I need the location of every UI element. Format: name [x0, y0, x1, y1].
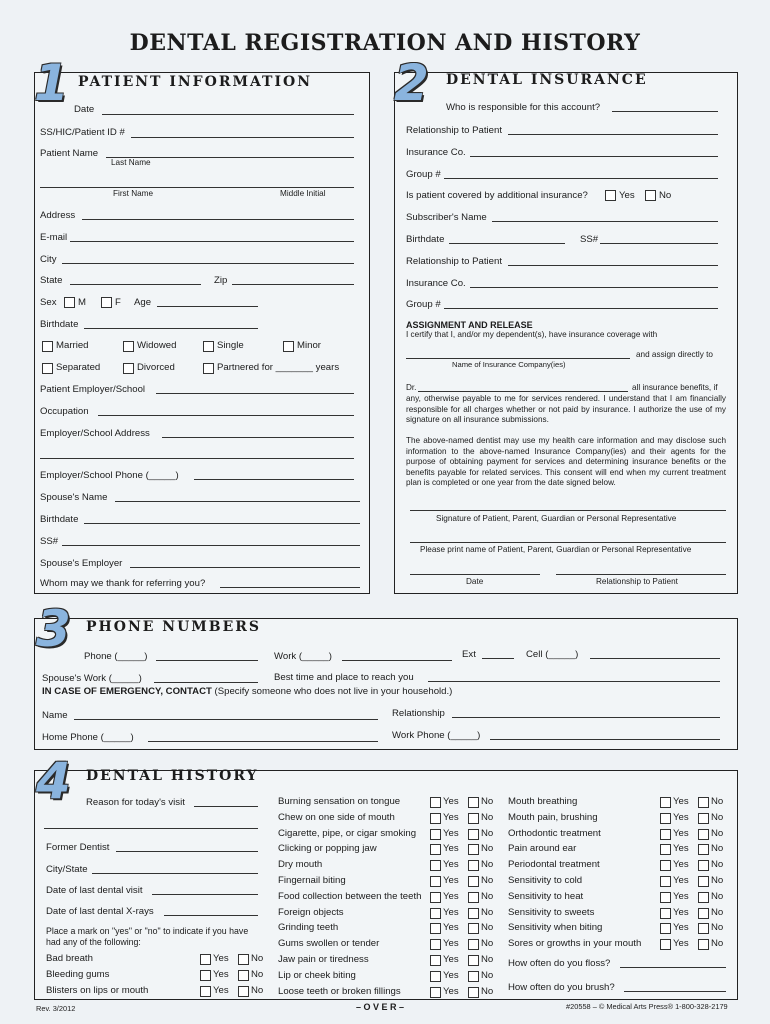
floss-field[interactable] — [620, 967, 726, 968]
history-no-label: No — [711, 796, 724, 807]
history-no-checkbox[interactable] — [468, 939, 479, 950]
city-state-field[interactable] — [92, 873, 258, 874]
history-yes-label: Yes — [673, 906, 689, 918]
history-no-checkbox[interactable] — [698, 797, 709, 808]
best-time-label: Best time and place to reach you — [274, 672, 414, 683]
insurance-co-field[interactable] — [470, 156, 718, 157]
ins-ss-label: SS# — [580, 234, 599, 245]
history-no-label: No — [711, 906, 724, 918]
history-yes-label: Yes — [443, 906, 459, 918]
history-yes-label: Yes — [443, 969, 459, 981]
section-1-title: PATIENT INFORMATION — [78, 74, 312, 90]
birthdate-field[interactable] — [84, 328, 258, 329]
responsible-field[interactable] — [612, 111, 718, 112]
section-3-title: PHONE NUMBERS — [86, 619, 262, 635]
work-field[interactable] — [342, 660, 452, 661]
history-yes-label: Yes — [673, 938, 689, 950]
state-label: State — [40, 275, 63, 286]
history-item-label: Fingernail biting — [278, 875, 346, 886]
history-yes-checkbox[interactable] — [660, 892, 671, 903]
spouse-work-label: Spouse's Work (_____) — [42, 673, 142, 684]
ins-relationship-caption: Relationship to Patient — [596, 577, 678, 586]
emergency-relationship-field[interactable] — [452, 717, 720, 718]
responsible-label: Who is responsible for this account? — [446, 102, 601, 113]
history-yes-checkbox[interactable] — [660, 939, 671, 950]
ins-date-field[interactable] — [410, 574, 540, 575]
best-time-field[interactable] — [428, 681, 720, 682]
single-checkbox[interactable] — [203, 341, 214, 352]
employer-phone-field[interactable] — [194, 479, 354, 480]
occupation-label: Occupation — [40, 406, 89, 417]
history-item-label: Sensitivity to cold — [508, 875, 583, 886]
history-no-checkbox[interactable] — [238, 954, 249, 965]
separated-label: Separated — [56, 362, 101, 373]
history-yes-checkbox[interactable] — [660, 829, 671, 840]
insurance-company-field[interactable] — [406, 358, 630, 359]
history-yes-label: Yes — [673, 843, 689, 855]
history-item-label: Lip or cheek biting — [278, 969, 356, 981]
history-yes-label: Yes — [443, 859, 459, 871]
signature-field[interactable] — [410, 510, 726, 511]
history-no-label: No — [481, 859, 494, 871]
history-yes-checkbox[interactable] — [430, 813, 441, 824]
patient-name-label: Patient Name — [40, 148, 99, 159]
name-of-insurance-caption: Name of Insurance Company(ies) — [452, 360, 566, 369]
history-yes-label: Yes — [673, 859, 689, 871]
history-no-checkbox[interactable] — [698, 923, 709, 934]
history-no-label: No — [481, 827, 494, 839]
last-xrays-field[interactable] — [164, 915, 258, 916]
age-field[interactable] — [157, 306, 258, 307]
history-item-label: Bleeding gums — [46, 968, 110, 980]
section-3-number: 3 — [36, 600, 71, 658]
history-yes-checkbox[interactable] — [430, 908, 441, 919]
spouse-employer-field[interactable] — [130, 567, 360, 568]
history-yes-label: Yes — [673, 922, 689, 934]
history-no-label: No — [711, 859, 724, 871]
history-no-checkbox[interactable] — [468, 813, 479, 824]
instruction-text: Place a mark on "yes" or "no" to indicate if you have had any of the following: — [46, 926, 249, 947]
history-item-label: Sensitivity when biting — [508, 922, 603, 934]
history-no-label: No — [481, 922, 494, 934]
group-label: Group # — [406, 169, 441, 180]
date-label: Date — [74, 104, 95, 115]
history-item-label: Cigarette, pipe, or cigar smoking — [278, 827, 417, 839]
history-no-label: No — [251, 984, 264, 996]
sex-label: Sex — [40, 297, 57, 308]
employer-address-field-2[interactable] — [40, 458, 354, 459]
history-no-label: No — [711, 938, 724, 950]
home-phone-label: Home Phone (_____) — [42, 732, 134, 743]
history-yes-checkbox[interactable] — [430, 860, 441, 871]
history-no-checkbox[interactable] — [468, 923, 479, 934]
history-yes-label: Yes — [443, 796, 459, 807]
history-yes-label: Yes — [443, 890, 459, 902]
history-no-checkbox[interactable] — [698, 829, 709, 840]
publisher-text: #20558 – © Medical Arts Press® 1-800-328-2179 — [566, 1002, 728, 1011]
additional-yes-checkbox[interactable] — [605, 190, 616, 201]
birthdate-2-field[interactable] — [84, 523, 360, 524]
ins-ss-field[interactable] — [600, 243, 718, 244]
history-yes-label: Yes — [213, 968, 229, 980]
divorced-label: Divorced — [137, 362, 175, 373]
history-yes-checkbox[interactable] — [200, 986, 211, 997]
spouse-work-field[interactable] — [154, 682, 258, 683]
history-yes-checkbox[interactable] — [430, 987, 441, 998]
history-yes-checkbox[interactable] — [430, 844, 441, 855]
referral-label: Whom may we thank for referring you? — [40, 578, 206, 589]
history-item-label: Mouth breathing — [508, 796, 578, 807]
assignment-title: ASSIGNMENT AND RELEASE — [406, 320, 533, 330]
history-no-label: No — [481, 796, 494, 807]
financial-responsibility-text: any, otherwise payable to me for services rendered. I understand that I am financially responsible for all charges whether or not paid by insurance. I authorize the use of my signature on all insurance submissions. — [406, 394, 726, 425]
history-no-label: No — [481, 843, 494, 855]
age-label: Age — [134, 297, 152, 308]
emergency-name-label: Name — [42, 710, 68, 721]
sex-f-checkbox[interactable] — [101, 297, 112, 308]
last-name-caption: Last Name — [111, 158, 151, 167]
employer-field[interactable] — [156, 393, 354, 394]
additional-yes-label: Yes — [619, 190, 635, 201]
history-yes-label: Yes — [213, 984, 229, 996]
ss-label: SS# — [40, 536, 59, 547]
history-no-checkbox[interactable] — [238, 986, 249, 997]
history-yes-label: Yes — [673, 890, 689, 902]
history-yes-label: Yes — [673, 827, 689, 839]
separated-checkbox[interactable] — [42, 363, 53, 374]
history-no-label: No — [481, 906, 494, 918]
section-2-title: DENTAL INSURANCE — [446, 72, 648, 88]
reason-field[interactable] — [194, 806, 258, 807]
sex-m-label: M — [78, 297, 86, 308]
history-yes-checkbox[interactable] — [430, 939, 441, 950]
dr-field[interactable] — [418, 391, 628, 392]
history-no-checkbox[interactable] — [468, 829, 479, 840]
history-yes-checkbox[interactable] — [430, 829, 441, 840]
phone-field[interactable] — [156, 660, 258, 661]
history-no-label: No — [711, 827, 724, 839]
email-label: E-mail — [40, 232, 68, 243]
middle-initial-caption: Middle Initial — [280, 189, 326, 198]
history-no-checkbox[interactable] — [698, 876, 709, 887]
history-item-label: Grinding teeth — [278, 922, 339, 934]
signature-caption: Signature of Patient, Parent, Guardian or Personal Representative — [436, 514, 677, 523]
history-item-label: Loose teeth or broken fillings — [278, 985, 401, 997]
history-no-label: No — [711, 922, 724, 934]
birthdate-2-label: Birthdate — [40, 514, 79, 525]
occupation-field[interactable] — [98, 415, 354, 416]
single-label: Single — [217, 340, 244, 351]
married-label: Married — [56, 340, 89, 351]
emergency-relationship-label: Relationship — [392, 708, 445, 719]
address-field[interactable] — [82, 219, 354, 220]
last-xrays-label: Date of last dental X-rays — [46, 906, 154, 917]
city-field[interactable] — [62, 263, 354, 264]
reason-field-2[interactable] — [44, 828, 258, 829]
ins-birthdate-field[interactable] — [449, 243, 565, 244]
partnered-label: Partnered for _______ years — [217, 362, 340, 373]
history-yes-label: Yes — [673, 796, 689, 807]
spouse-employer-label: Spouse's Employer — [40, 558, 123, 569]
first-name-caption: First Name — [113, 189, 154, 198]
former-dentist-label: Former Dentist — [46, 842, 110, 853]
history-no-checkbox[interactable] — [698, 844, 709, 855]
history-yes-label: Yes — [443, 875, 459, 886]
history-item-label: Blisters on lips or mouth — [46, 984, 149, 996]
date-field[interactable] — [102, 114, 354, 115]
insurance-co-2-field[interactable] — [470, 287, 718, 288]
birthdate-label: Birthdate — [40, 319, 79, 330]
history-yes-label: Yes — [443, 827, 459, 839]
over-text: – O V E R – — [356, 1002, 405, 1012]
history-item-label: Orthodontic treatment — [508, 827, 601, 839]
section-4-title: DENTAL HISTORY — [86, 768, 259, 784]
insurance-co-label: Insurance Co. — [406, 147, 466, 158]
ssid-label: SS/HIC/Patient ID # — [40, 127, 125, 138]
history-yes-checkbox[interactable] — [660, 844, 671, 855]
dr-label: Dr. — [406, 383, 417, 392]
history-no-checkbox[interactable] — [698, 908, 709, 919]
history-no-checkbox[interactable] — [468, 892, 479, 903]
work-label: Work (_____) — [274, 651, 332, 662]
history-yes-checkbox[interactable] — [200, 970, 211, 981]
brush-field[interactable] — [624, 991, 726, 992]
cell-field[interactable] — [590, 658, 720, 659]
history-yes-checkbox[interactable] — [660, 797, 671, 808]
history-yes-label: Yes — [443, 954, 459, 965]
floss-label: How often do you floss? — [508, 958, 611, 969]
additional-no-checkbox[interactable] — [645, 190, 656, 201]
work-phone-field[interactable] — [490, 739, 720, 740]
history-no-checkbox[interactable] — [468, 876, 479, 887]
history-yes-checkbox[interactable] — [430, 797, 441, 808]
email-field[interactable] — [70, 241, 354, 242]
history-yes-checkbox[interactable] — [660, 813, 671, 824]
address-label: Address — [40, 210, 76, 221]
ins-date-caption: Date — [466, 577, 484, 586]
history-no-label: No — [481, 969, 494, 981]
section-2-number: 2 — [394, 54, 429, 112]
history-no-label: No — [481, 985, 494, 997]
history-yes-label: Yes — [673, 811, 689, 823]
all-benefits-text: all insurance benefits, if — [632, 383, 718, 392]
history-item-label: Bad breath — [46, 953, 93, 964]
reason-label: Reason for today's visit — [86, 797, 185, 808]
history-no-label: No — [481, 875, 494, 886]
home-phone-field[interactable] — [148, 741, 378, 742]
revision-text: Rev. 3/2012 — [36, 1004, 76, 1013]
history-no-checkbox[interactable] — [698, 892, 709, 903]
section-4-number: 4 — [36, 752, 71, 810]
history-yes-checkbox[interactable] — [200, 954, 211, 965]
minor-checkbox[interactable] — [283, 341, 294, 352]
history-no-label: No — [251, 968, 264, 980]
former-dentist-field[interactable] — [116, 851, 258, 852]
ss-field[interactable] — [62, 545, 360, 546]
history-no-checkbox[interactable] — [468, 971, 479, 982]
history-yes-checkbox[interactable] — [430, 971, 441, 982]
history-yes-checkbox[interactable] — [660, 876, 671, 887]
history-no-label: No — [481, 938, 494, 950]
spouse-name-label: Spouse's Name — [40, 492, 108, 503]
married-checkbox[interactable] — [42, 341, 53, 352]
ins-birthdate-label: Birthdate — [406, 234, 445, 245]
widowed-checkbox[interactable] — [123, 341, 134, 352]
history-item-label: Food collection between the teeth — [278, 890, 422, 902]
history-no-label: No — [481, 811, 494, 823]
print-name-field[interactable] — [410, 542, 726, 543]
history-item-label: Periodontal treatment — [508, 859, 600, 871]
cell-label: Cell (_____) — [526, 649, 579, 660]
history-item-label: Clicking or popping jaw — [278, 843, 377, 855]
city-state-label: City/State — [46, 864, 88, 875]
history-no-label: No — [251, 953, 264, 964]
relationship-field[interactable] — [508, 134, 718, 135]
history-yes-label: Yes — [443, 985, 459, 997]
history-no-checkbox[interactable] — [468, 844, 479, 855]
history-yes-label: Yes — [443, 811, 459, 823]
first-name-field[interactable] — [40, 187, 354, 188]
history-yes-label: Yes — [673, 875, 689, 886]
referral-field[interactable] — [220, 587, 360, 588]
partnered-checkbox[interactable] — [203, 363, 214, 374]
assign-directly-text: and assign directly to — [636, 350, 713, 359]
history-no-checkbox[interactable] — [468, 987, 479, 998]
widowed-label: Widowed — [137, 340, 177, 351]
history-yes-checkbox[interactable] — [660, 908, 671, 919]
history-yes-label: Yes — [443, 938, 459, 950]
history-yes-label: Yes — [443, 922, 459, 934]
relationship-2-field[interactable] — [508, 265, 718, 266]
zip-label: Zip — [214, 275, 228, 286]
ext-label: Ext — [462, 649, 476, 660]
history-no-checkbox[interactable] — [468, 860, 479, 871]
relationship-label: Relationship to Patient — [406, 125, 502, 136]
history-no-label: No — [711, 875, 724, 886]
brush-label: How often do you brush? — [508, 982, 615, 993]
sex-f-label: F — [115, 297, 121, 308]
work-phone-label: Work Phone (_____) — [392, 730, 481, 741]
history-yes-label: Yes — [213, 953, 229, 964]
ins-relationship-field[interactable] — [556, 574, 726, 575]
history-yes-checkbox[interactable] — [660, 923, 671, 934]
history-no-checkbox[interactable] — [238, 970, 249, 981]
history-no-checkbox[interactable] — [468, 908, 479, 919]
print-name-caption: Please print name of Patient, Parent, Guardian or Personal Representative — [420, 545, 692, 554]
emergency-heading — [42, 686, 452, 698]
group-2-label: Group # — [406, 299, 441, 310]
history-yes-checkbox[interactable] — [430, 892, 441, 903]
history-item-label: Sores or growths in your mouth — [508, 938, 642, 950]
emergency-heading-bold: IN CASE OF EMERGENCY, CONTACT — [42, 686, 212, 697]
last-visit-field[interactable] — [152, 894, 258, 895]
sex-m-checkbox[interactable] — [64, 297, 75, 308]
page-title: DENTAL REGISTRATION AND HISTORY — [129, 30, 641, 56]
divorced-checkbox[interactable] — [123, 363, 134, 374]
section-1-number: 1 — [34, 54, 69, 112]
history-item-label: Sensitivity to heat — [508, 890, 584, 902]
history-no-checkbox[interactable] — [698, 939, 709, 950]
employer-address-label: Employer/School Address — [40, 428, 150, 439]
history-no-label: No — [711, 890, 724, 902]
history-item-label: Chew on one side of mouth — [278, 811, 395, 823]
history-item-label: Burning sensation on tongue — [278, 796, 401, 807]
employer-phone-label: Employer/School Phone (_____) — [40, 470, 179, 481]
city-label: City — [40, 254, 57, 265]
history-yes-checkbox[interactable] — [430, 876, 441, 887]
insurance-co-2-label: Insurance Co. — [406, 278, 466, 289]
history-yes-checkbox[interactable] — [430, 955, 441, 966]
zip-field[interactable] — [232, 284, 354, 285]
minor-label: Minor — [297, 340, 321, 351]
history-no-checkbox[interactable] — [698, 813, 709, 824]
group-2-field[interactable] — [444, 308, 718, 309]
history-yes-label: Yes — [443, 843, 459, 855]
history-item-label: Dry mouth — [278, 859, 323, 871]
employer-address-field[interactable] — [162, 437, 354, 438]
emergency-name-field[interactable] — [74, 719, 378, 720]
state-field[interactable] — [70, 284, 201, 285]
emergency-heading-note: (Specify someone who does not live in your household.) — [214, 686, 453, 697]
consent-text: The above-named dentist may use my health care information and may disclose such information to the above-named Insurance Company(ies) and their agents for the purpose of obtaining payment for services and determining insurance benefits or the benefits payable for related services. This consent will end when my current treatment plan is completed or one year from the date signed below. — [406, 436, 726, 488]
history-yes-checkbox[interactable] — [430, 923, 441, 934]
subscriber-label: Subscriber's Name — [406, 212, 487, 223]
history-item-label: Mouth pain, brushing — [508, 811, 598, 823]
additional-insurance-label: Is patient covered by additional insurance? — [406, 190, 588, 201]
history-yes-checkbox[interactable] — [660, 860, 671, 871]
certify-text: I certify that I, and/or my dependent(s), have insurance coverage with — [406, 330, 658, 339]
history-item-label: Gums swollen or tender — [278, 938, 380, 950]
spouse-name-field[interactable] — [115, 501, 360, 502]
last-visit-label: Date of last dental visit — [46, 885, 143, 896]
history-item-label: Pain around ear — [508, 843, 577, 855]
relationship-2-label: Relationship to Patient — [406, 256, 502, 267]
history-no-checkbox[interactable] — [468, 955, 479, 966]
history-no-label: No — [711, 843, 724, 855]
ext-field[interactable] — [482, 658, 514, 659]
employer-label: Patient Employer/School — [40, 384, 146, 395]
subscriber-field[interactable] — [492, 221, 718, 222]
history-item-label: Sensitivity to sweets — [508, 906, 595, 918]
history-item-label: Foreign objects — [278, 906, 344, 918]
history-no-checkbox[interactable] — [468, 797, 479, 808]
additional-no-label: No — [659, 190, 672, 201]
group-field[interactable] — [444, 178, 718, 179]
history-no-label: No — [481, 890, 494, 902]
phone-label: Phone (_____) — [84, 651, 148, 662]
history-no-label: No — [481, 954, 494, 965]
history-no-checkbox[interactable] — [698, 860, 709, 871]
ssid-field[interactable] — [131, 137, 354, 138]
history-item-label: Jaw pain or tiredness — [278, 954, 369, 965]
history-no-label: No — [711, 811, 724, 823]
